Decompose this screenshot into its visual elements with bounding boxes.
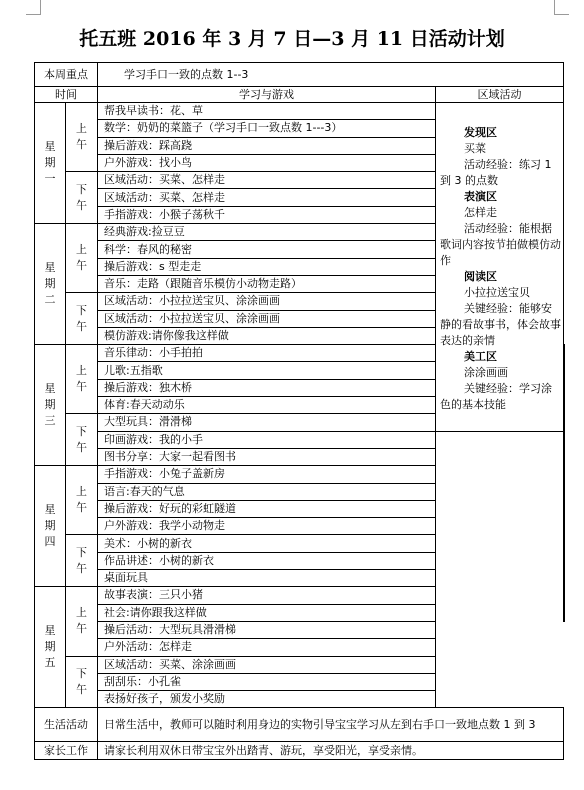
page-corner-mark-right [554,0,569,15]
header-learning: 学习与游戏 [98,87,436,103]
day-label: 星 期 五 [35,587,66,708]
afternoon-label: 下 午 [66,293,98,345]
activity-cell: 语言:春天的气息 [98,483,436,500]
activity-cell: 手指游戏：小兔子盖新房 [98,466,436,483]
region-area-name: 阅读区 [464,270,497,283]
header-time: 时间 [35,87,98,103]
activity-cell: 操后游戏：踩高跷 [98,137,436,154]
header-row [35,87,565,103]
activity-row [35,673,565,690]
activity-row [35,518,565,535]
activity-cell: 户外游戏：找小鸟 [98,154,436,171]
activity-row [35,639,565,656]
day-label: 星 期 二 [35,224,66,345]
region-area-item: 小拉拉送宝贝 [464,286,530,299]
activity-cell: 操后游戏：好玩的彩虹隧道 [98,500,436,517]
region-area-item: 买菜 [464,142,486,155]
page-title: 托五班 2016 年 3 月 7 日—3 月 11 日活动计划 [79,28,505,50]
region-area-item: 怎样走 [464,206,497,219]
day-label: 星 期 四 [35,466,66,587]
morning-label: 上 午 [66,345,98,414]
region-activities-cell [436,103,564,432]
activity-cell: 音乐：走路（跟随音乐模仿小动物走路） [98,275,436,292]
activity-cell: 区域活动：买菜、涂涂画画 [98,656,436,673]
activity-row [35,570,565,587]
afternoon-label: 下 午 [66,414,98,466]
activity-cell: 社会:请你跟我这样做 [98,604,436,621]
activity-cell: 区域活动：小拉拉送宝贝、涂涂画画 [98,293,436,310]
activity-cell: 区域活动：小拉拉送宝贝、涂涂画画 [98,310,436,327]
activity-row [35,656,565,673]
activity-cell: 操后活动：大型玩具滑滑梯 [98,621,436,638]
morning-label: 上 午 [66,103,98,172]
activity-cell: 操后游戏：s 型走走 [98,258,436,275]
morning-label: 上 午 [66,466,98,535]
activity-row [35,621,565,638]
afternoon-label: 下 午 [66,535,98,587]
activity-cell: 印画游戏：我的小手 [98,431,436,448]
activity-cell: 刮刮乐：小孔雀 [98,673,436,690]
activity-cell: 大型玩具：滑滑梯 [98,414,436,431]
activity-cell: 科学：春风的秘密 [98,241,436,258]
activity-cell: 经典游戏:捡豆豆 [98,224,436,241]
activity-row [35,691,565,708]
activity-cell: 音乐律动：小手拍拍 [98,345,436,362]
activity-cell: 操后游戏：独木桥 [98,379,436,396]
region-area-name: 发现区 [464,126,497,139]
region-area-name: 美工区 [464,350,497,363]
activity-row [35,103,565,120]
life-activity-value: 日常生活中，教师可以随时利用身边的实物引导宝宝学习从左到右手口一致地点数 1 到 3 [98,708,564,742]
day-label: 星 期 一 [35,103,66,224]
region-area-key-experience: 活动经验：能根据歌词内容按节拍做模仿动作 [440,222,561,267]
morning-label: 上 午 [66,224,98,293]
activity-cell: 数学：奶奶的菜篮子（学习手口一致点数 1---3） [98,120,436,137]
life-activity-row [35,708,565,742]
focus-row [35,63,565,87]
activity-cell: 图书分享：大家一起看图书 [98,448,436,465]
region-area-key-experience: 关键经验：能够安静的看故事书，体会故事表达的亲情 [440,302,561,347]
activity-row [35,552,565,569]
activity-cell: 故事表演：三只小猪 [98,587,436,604]
parent-work-label: 家长工作 [35,742,98,760]
focus-label: 本周重点 [35,63,98,87]
focus-value: 学习手口一致的点数 1--3 [98,63,564,87]
activity-row [35,500,565,517]
activity-row [35,448,565,465]
activity-cell: 手指游戏：小猴子荡秋千 [98,206,436,223]
activity-row [35,604,565,621]
activity-cell: 区域活动：买菜、怎样走 [98,189,436,206]
activity-cell: 区域活动：买菜、怎样走 [98,172,436,189]
morning-label: 上 午 [66,587,98,656]
activity-cell: 模仿游戏:请你像我这样做 [98,327,436,344]
activity-cell: 儿歌:五指歌 [98,362,436,379]
activity-cell: 体育:春天动动乐 [98,397,436,414]
activity-row [35,587,565,604]
region-area-key-experience: 活动经验：练习 1 到 3 的点数 [440,158,552,187]
activity-cell: 作品讲述：小树的新衣 [98,552,436,569]
activity-row [35,483,565,500]
header-region: 区域活动 [436,87,564,103]
region-blank-cell [564,345,565,622]
region-area-key-experience: 关键经验：学习涂色的基本技能 [440,382,552,411]
afternoon-label: 下 午 [66,656,98,708]
activity-cell: 户外活动：怎样走 [98,639,436,656]
afternoon-label: 下 午 [66,172,98,224]
activity-cell: 帮我早读书：花、草 [98,103,436,120]
activity-cell: 户外游戏：我学小动物走 [98,518,436,535]
activity-row [35,535,565,552]
activity-plan-table [34,62,565,760]
region-area-name: 表演区 [464,190,497,203]
life-activity-label: 生活活动 [35,708,98,742]
parent-work-value: 请家长利用双休日带宝宝外出踏青、游玩，享受阳光，享受亲情。 [98,742,564,760]
day-label: 星 期 三 [35,345,66,466]
activity-row [35,466,565,483]
activity-row [35,431,565,448]
activity-cell: 桌面玩具 [98,570,436,587]
parent-work-row [35,742,565,760]
activity-cell: 美术：小树的新衣 [98,535,436,552]
region-area-item: 涂涂画画 [464,366,508,379]
activity-cell: 表扬好孩子，颁发小奖励 [98,691,436,708]
page-corner-mark-left [26,0,41,15]
